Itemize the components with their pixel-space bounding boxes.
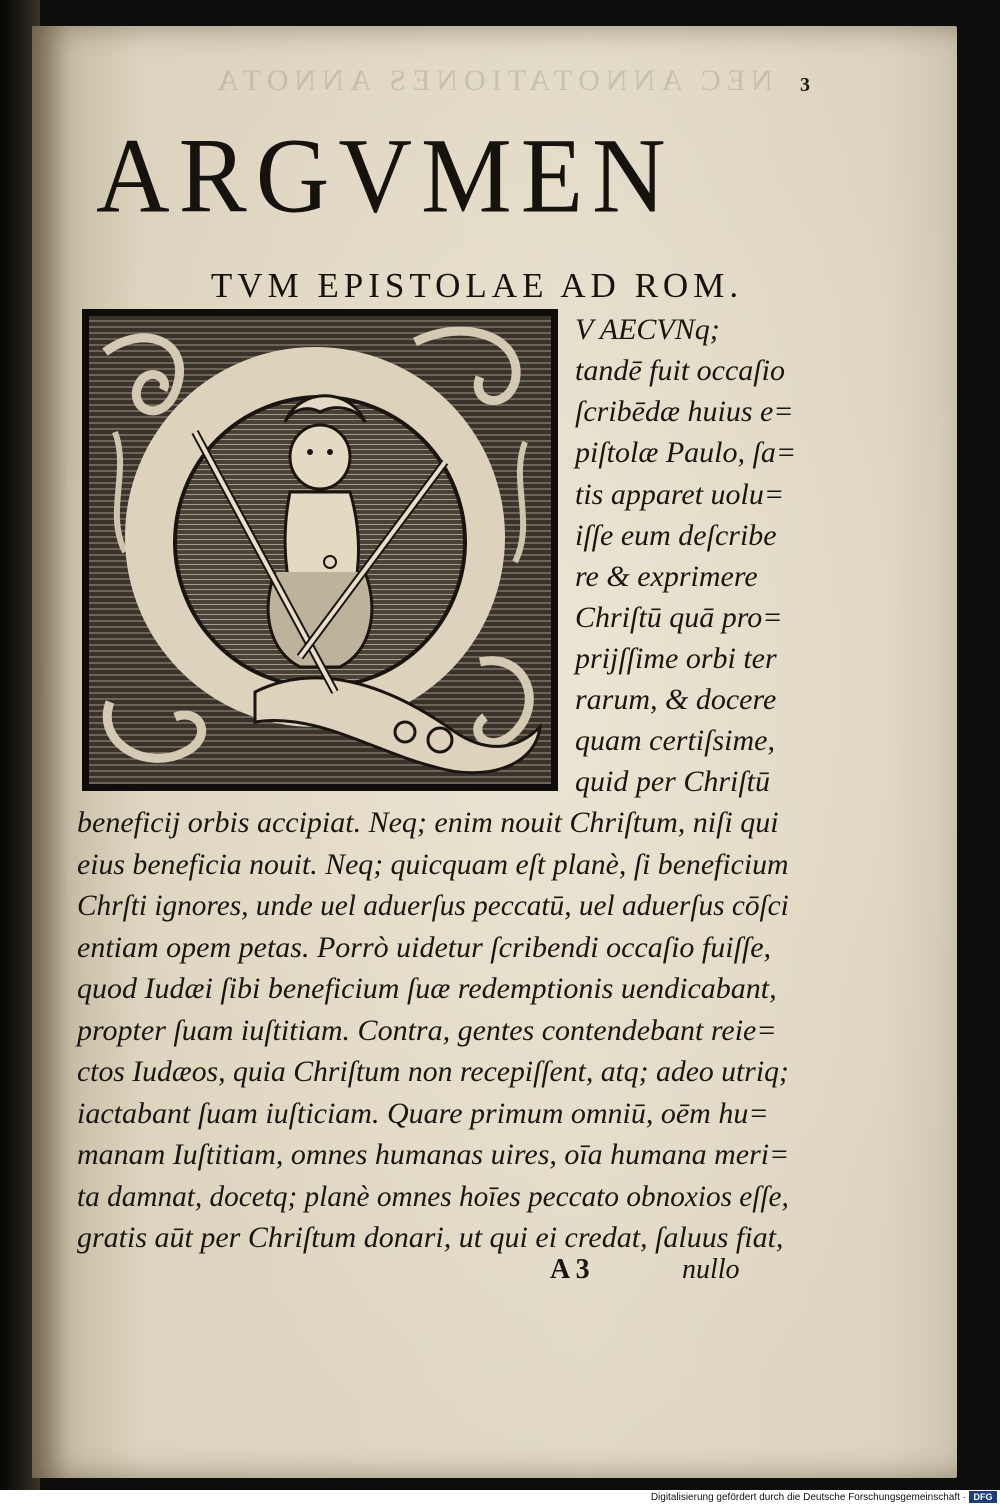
bleed-through-text: NEC ANNOTATIONES ANNOTA: [211, 64, 773, 97]
side-text-line: re & exprimere: [575, 560, 758, 593]
side-text-line: V AECVNq;: [575, 313, 720, 346]
page-title: ARGVMEN: [96, 117, 675, 236]
dfg-logo-icon: DFG: [969, 1491, 997, 1503]
side-text-line: tis apparet uolu=: [575, 478, 785, 511]
catchword: nullo: [682, 1254, 740, 1285]
side-text-line: tandē fuit occaſio: [575, 354, 785, 387]
woodcut-initial-q-icon: [82, 309, 558, 791]
footer-bar: [0, 1490, 1000, 1505]
footer-credit: Digitalisierung gefördert durch die Deutsche Forschungsgemeinschaft ·: [650, 1492, 966, 1503]
body-text-line: quod Iudæi ſibi beneficium ſuæ redemptionis uendicabant,: [77, 972, 777, 1005]
side-text-line: piſtolæ Paulo, ſa=: [575, 436, 797, 469]
scanned-page: [32, 26, 957, 1478]
body-text-line: iactabant ſuam iuſticiam. Quare primum omniū, oēm hu=: [77, 1096, 769, 1130]
body-text-line: propter ſuam iuſtitiam. Contra, gentes contendebant reie=: [77, 1013, 777, 1047]
body-text-line: ta damnat, docetq; planè omnes hoīes peccato obnoxios eſſe,: [77, 1179, 789, 1213]
side-text-line: rarum, & docere: [575, 683, 777, 716]
side-text-line: prijſſime orbi ter: [575, 642, 777, 675]
page-number: 3: [800, 74, 810, 96]
body-text-line: beneficij orbis accipiat. Neq; enim nouit Chriſtum, niſi qui: [77, 806, 779, 839]
side-text-line: iſſe eum deſcribe: [575, 519, 777, 552]
body-text-line: gratis aūt per Chriſtum donari, ut qui ei credat, ſaluus fiat,: [77, 1221, 784, 1254]
body-text-line: entiam opem petas. Porrò uidetur ſcribendi occaſio fuiſſe,: [77, 930, 772, 964]
side-text-line: Chriſtū quā pro=: [575, 601, 783, 634]
side-text-line: ſcribēdæ huius e=: [575, 395, 794, 428]
side-text-line: quam certiſsime,: [575, 724, 775, 757]
page-subtitle: TVM EPISTOLAE AD ROM.: [210, 266, 744, 305]
body-text-line: ctos Iudæos, quia Chriſtum non recepiſſent, atq; adeo utriq;: [77, 1055, 789, 1088]
signature-mark: A 3: [550, 1254, 590, 1285]
body-text-line: manam Iuſtitiam, omnes humanas uires, oīa humana meri=: [77, 1138, 790, 1171]
body-text-line: Chrſti ignores, unde uel aduerſus peccatū, uel aduerſus cōſci: [77, 889, 789, 922]
side-text-line: quid per Chriſtū: [575, 765, 771, 798]
body-text-line: eius beneficia nouit. Neq; quicquam eſt planè, ſi beneficium: [77, 847, 789, 881]
